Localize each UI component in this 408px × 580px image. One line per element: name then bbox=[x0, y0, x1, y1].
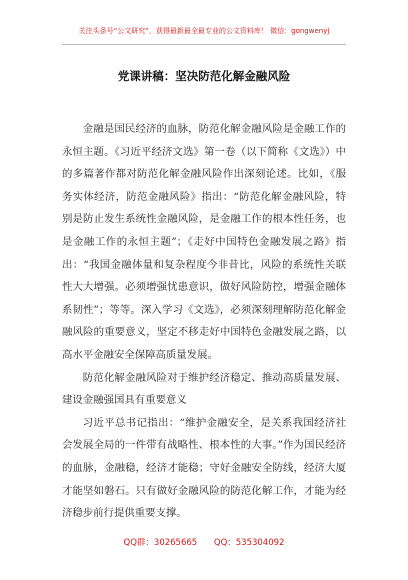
footer-contact bbox=[0, 536, 408, 548]
paragraph-2: 防范化解金融风险对于维护经济稳定、推动高质量发展、建设金融强国具有重要意义 bbox=[62, 371, 346, 407]
paragraph-1: 金融是国民经济的血脉，防范化解金融风险是金融工作的永恒主题。《习近平经济文选》第一卷（以下简称《文选》）中的多篇著作都对防范化解金融风险作出深刻论述。比如，《服务实体经济，防范金融风险》指出：“防范化解金融风险，特别是防止发生系统性金融风险，是金融工作的根本性任务，也是金融工作的永恒主题”；《走好中国特色金融发展之路》指出：“我国金融体量和复杂程度今非昔比，风险的系统性关联性大大增强。必须增强忧患意识，做好风险防控，增强金融体系韧性”；等等。深入学习《文选》，必须深刻理解防范化解金融风险的重要意义，坚定不移走好中国特色金融发展之路，以高水平金融安全保障高质量发展。 bbox=[62, 123, 346, 361]
document-title: 党课讲稿：坚决防范化解金融风险 bbox=[117, 69, 291, 83]
paragraph-3: 习近平总书记指出：“维护金融安全，是关系我国经济社会发展全局的一件带有战略性、根本性的大事。”作为国民经济的血脉，金融稳，经济才能稳；守好金融安全防线，经济大厦才能坚如磐石。只有做好金融风险的防范化解工作，才能为经济稳步前行提供重要支撑。 bbox=[62, 416, 346, 520]
header-divider bbox=[62, 44, 346, 45]
document-body bbox=[62, 118, 346, 525]
header-note: 关注头条号“公文研究”，获得最新最全最专业的公文资料库！ 微信：gongwenyj bbox=[78, 27, 330, 35]
footer-qq: QQ：535304092 bbox=[213, 538, 285, 548]
footer-qq-group: QQ群：30265665 bbox=[123, 538, 198, 548]
